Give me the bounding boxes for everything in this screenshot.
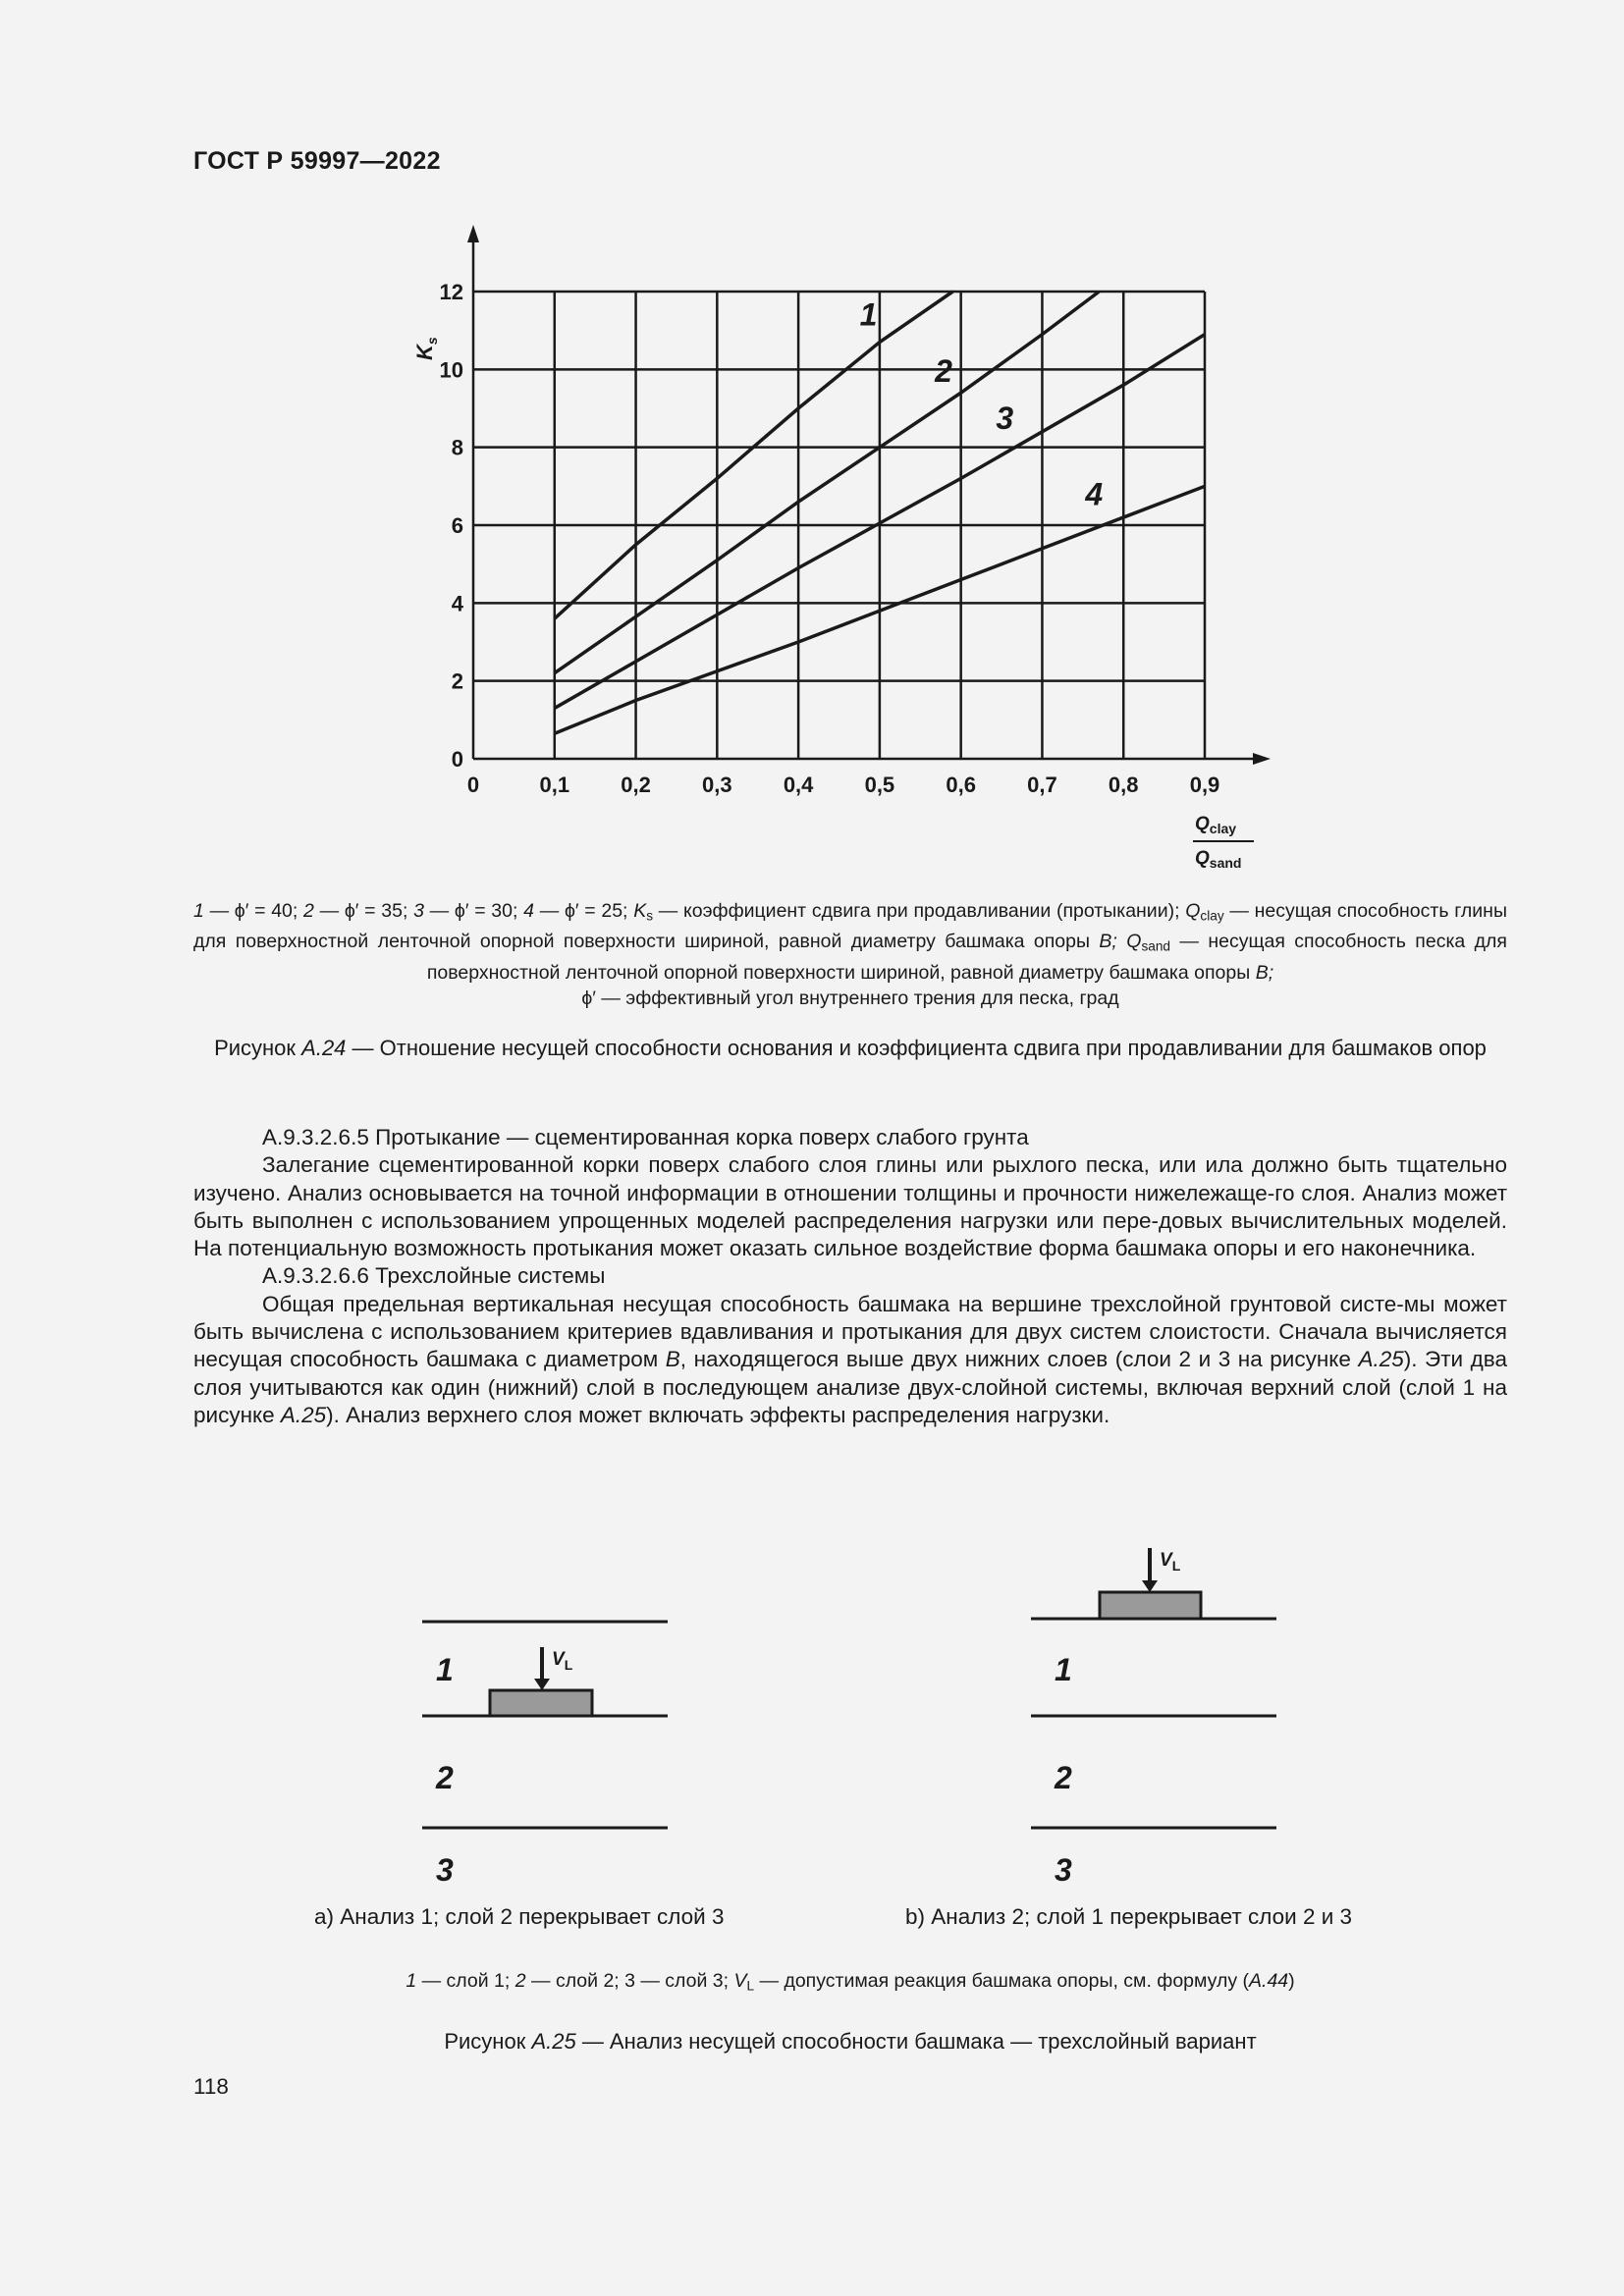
x-tick-label: 0,1 xyxy=(539,773,570,797)
figure-a25-legend: 1 — слой 1; 2 — слой 2; 3 — слой 3; $V_L$ — допустимая реакция башмака опоры, см. формулу (A.44) xyxy=(406,1970,1295,1994)
load-label: $V_L$ xyxy=(552,1649,573,1673)
layer-1-label: 1 xyxy=(436,1652,454,1687)
figure-a24-legend: 1 — ϕ′ = 40; 2 — ϕ′ = 35; 3 — ϕ′ = 30; 4 — ϕ′ = 25; $K_s$ — коэффициент сдвига при продавливании (протыкании); $Q_{clay}$ — несущая способность глины для поверхностной ленточной опорной поверхности шириной, равной диаметру башмака опоры B; $Q_{sand}$ — несущая способность песка для поверхностной ленточной опорной поверхности шириной, равной диаметру башмака опоры B; ϕ′ — эффективный угол внутреннего трения для песка, град xyxy=(193,900,1507,1009)
footing xyxy=(490,1690,592,1716)
x-tick-label: 0,4 xyxy=(783,773,814,797)
page-number: 118 xyxy=(193,2074,229,2099)
figure-a25-subcaption-b: b) Анализ 2; слой 1 перекрывает слои 2 и 3 xyxy=(905,1904,1353,1929)
figure-a25-diagram-a xyxy=(412,1531,687,1895)
layer-2-label: 2 xyxy=(436,1760,454,1795)
footing xyxy=(1100,1592,1201,1619)
layer-3-label: 3 xyxy=(1055,1852,1072,1888)
body-text xyxy=(193,1124,1507,1429)
x-tick-label: 0,7 xyxy=(1027,773,1057,797)
series-1-label: 1 xyxy=(859,296,878,333)
paragraph: Залегание сцементированной корки поверх слабого слоя глины или рыхлого песка, или ила должно быть тщательно изучено. Анализ основывается на точной информации в отношении толщины и прочности нижележаще-го слоя. Анализ может быть выполнен с использованием упрощенных моделей распределения нагрузки или пере-довых вычислительных моделей. На потенциальную возможность протыкания может оказать сильное воздействие форма башмака опоры и его наконечника. xyxy=(193,1152,1507,1261)
load-arrow-head xyxy=(1142,1580,1158,1592)
paragraph: Общая предельная вертикальная несущая способность башмака на вершине трехслойной грунтовой систе-мы может быть вычислена с использованием критериев вдавливания и протыкания для двух систем слоистости. Сначала вычисляется несущая способность башмака с диаметром B, находящегося выше двух нижних слоев (слои 2 и 3 на рисунке A.25). Эти два слоя учитываются как один (нижний) слой в последующем анализе двух-слойной системы, включая верхний слой (слой 1 на рисунке A.25). Анализ верхнего слоя может включать эффекты распределения нагрузки. xyxy=(193,1291,1507,1427)
x-axis-label xyxy=(1193,814,1254,871)
series-4-label: 4 xyxy=(1085,476,1104,512)
layer-2-label: 2 xyxy=(1055,1760,1072,1795)
series-3-label: 3 xyxy=(996,400,1014,436)
figure-a24-chart xyxy=(393,221,1296,888)
figure-a25-subcaption-a: а) Анализ 1; слой 2 перекрывает слой 3 xyxy=(314,1904,725,1929)
figure-a25-diagram-b xyxy=(1021,1531,1296,1895)
load-label: $V_L$ xyxy=(1160,1550,1181,1574)
layer-1-label: 1 xyxy=(1055,1652,1072,1687)
svg-text:Qsand: $Q_{sand}$ xyxy=(1195,848,1242,871)
y-tick-label: 4 xyxy=(451,591,463,616)
series-2-label: 2 xyxy=(935,353,952,390)
chart-grid xyxy=(473,292,1205,759)
paragraph-heading-a9-3-2-6-6: А.9.3.2.6.6 Трехслойные системы xyxy=(262,1263,606,1289)
x-tick-label: 0,9 xyxy=(1189,773,1220,797)
y-tick-label: 2 xyxy=(451,668,463,694)
y-tick-label: 0 xyxy=(451,747,463,772)
figure-a25-caption: Рисунок A.25 — Анализ несущей способности башмака — трехслойный вариант xyxy=(444,2029,1257,2054)
svg-text:Qclay: $Q_{clay}$ xyxy=(1195,814,1237,836)
y-tick-label: 6 xyxy=(451,513,463,538)
load-arrow-head xyxy=(534,1679,550,1690)
x-tick-label: 0 xyxy=(466,773,480,797)
layer-3-label: 3 xyxy=(436,1852,454,1888)
document-header: ГОСТ Р 59997—2022 xyxy=(193,147,441,175)
x-axis-arrow-icon xyxy=(1253,753,1271,765)
y-axis-label: $K_s$ xyxy=(412,337,440,360)
x-tick-label: 0,6 xyxy=(946,773,976,797)
y-tick-label: 8 xyxy=(451,435,463,460)
x-tick-label: 0,5 xyxy=(864,773,895,797)
x-tick-label: 0,8 xyxy=(1108,773,1139,797)
figure-a24-caption: Рисунок A.24 — Отношение несущей способности основания и коэффициента сдвига при продавливании для башмаков опор xyxy=(214,1036,1487,1060)
x-tick-label: 0,3 xyxy=(702,773,732,797)
y-tick-label: 12 xyxy=(439,280,463,304)
y-tick-label: 10 xyxy=(439,357,463,383)
y-axis-arrow-icon xyxy=(467,225,479,242)
paragraph-heading-a9-3-2-6-5: А.9.3.2.6.5 Протыкание — сцементированная корка поверх слабого грунта xyxy=(262,1125,1029,1149)
chart-ticks xyxy=(440,280,1220,797)
series-1-line xyxy=(555,292,953,618)
x-tick-label: 0,2 xyxy=(621,773,651,797)
